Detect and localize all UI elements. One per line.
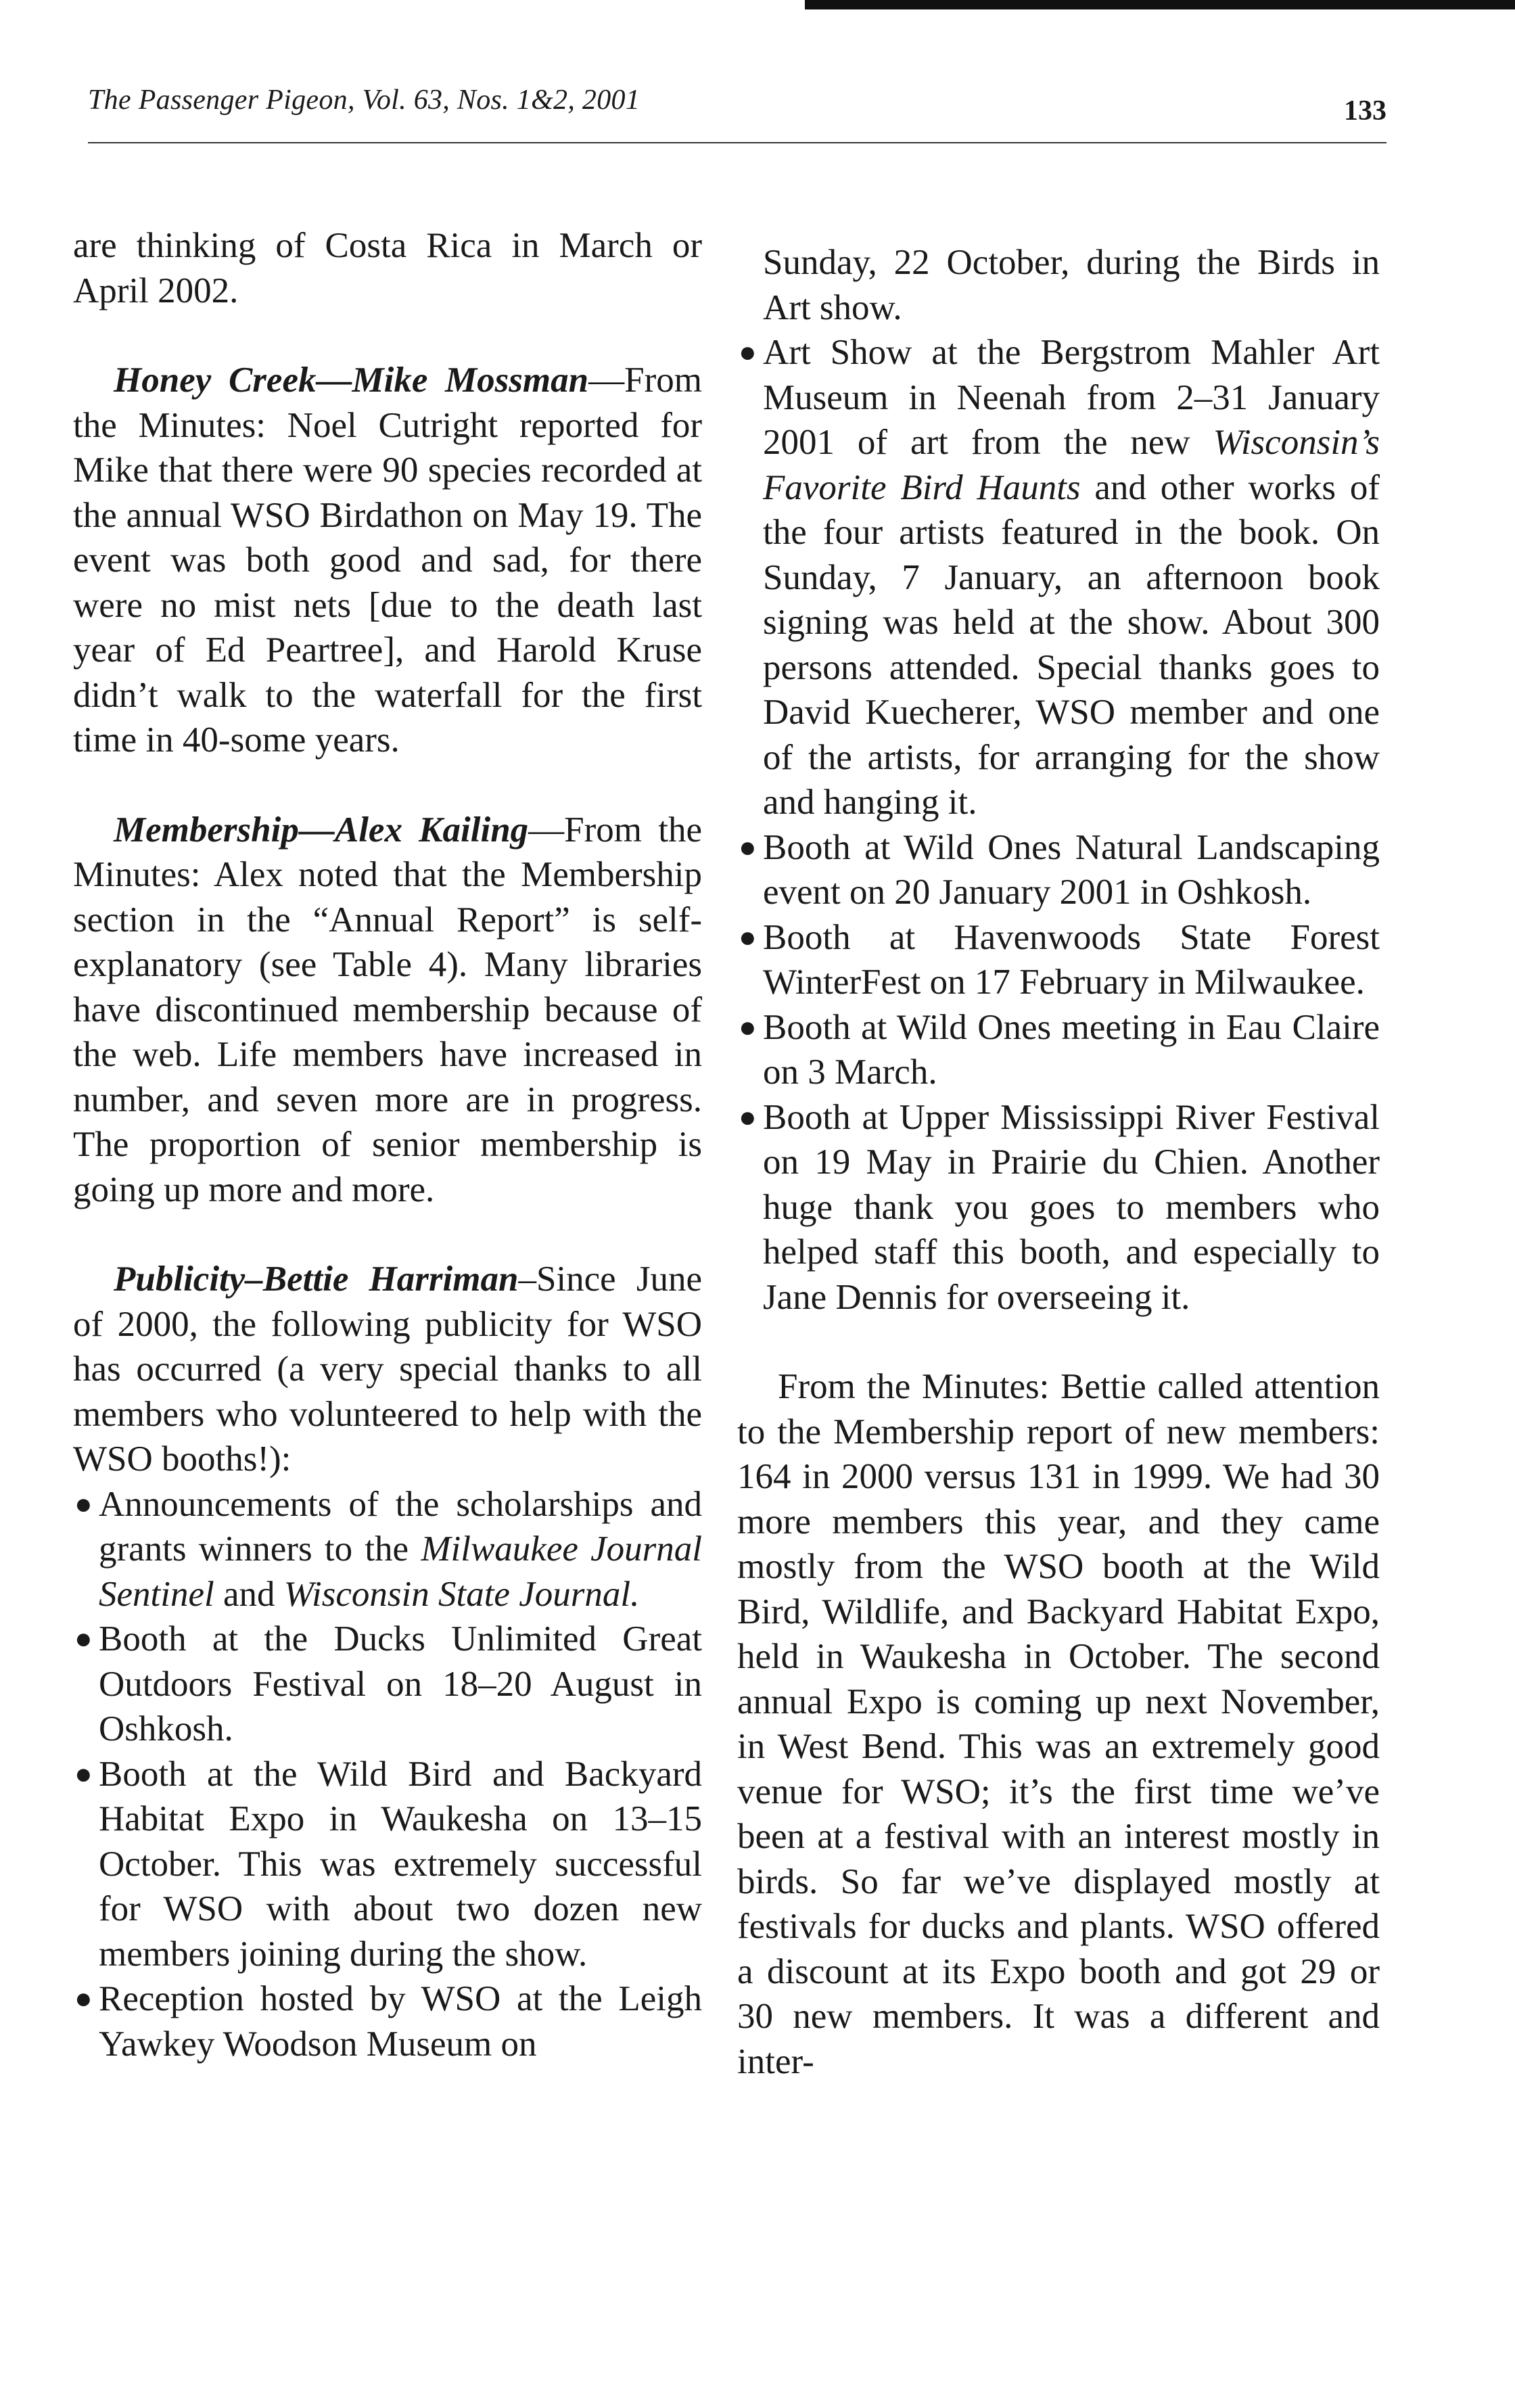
publicity-list-left (73, 1482, 702, 2067)
continued-list-text: Sunday, 22 October, during the Birds in Art show. (763, 243, 1380, 327)
membership-heading: Membership—Alex Kailing (114, 810, 529, 850)
list-item: ● Art Show at the Bergstrom Mahler Art Museum in Neenah from 2–31 January 2001 of art from the new Wisconsin’s Favorite Bird Haunts and other works of the four artists featured in the book. On Sunday, 7 January, an afternoon book signing was held at the show. About 300 persons attended. Special thanks goes to David Kuecherer, WSO member and one of the artists, for arranging for the show and hanging it. (737, 330, 1380, 825)
honey-creek-heading: Honey Creek—Mike Mossman (114, 361, 589, 400)
bullet-icon: ● (74, 1982, 93, 2015)
continued-paragraph: are thinking of Costa Rica in March or April 2002. (73, 226, 702, 310)
journal-title: The Passenger Pigeon, Vol. 63, Nos. 1&2, 2001 (88, 85, 640, 116)
bullet-icon: ● (739, 1010, 757, 1044)
list-item: ● Booth at Wild Ones Natural Landscaping event on 20 January 2001 in Oshkosh. (737, 825, 1380, 915)
bullet-icon: ● (74, 1757, 93, 1790)
right-column (737, 240, 1380, 2084)
list-item: ● Reception hosted by WSO at the Leigh Yawkey Woodson Museum on (73, 1976, 702, 2066)
list-item: ● Booth at the Ducks Unlimited Great Outdoors Festival on 18–20 August in Oshkosh. (73, 1617, 702, 1752)
running-head (88, 80, 1386, 143)
list-item: ● Announcements of the scholarships and grants winners to the Milwaukee Journal Sentinel and Wisconsin State Journal. (73, 1482, 702, 1617)
membership-paragraph (73, 808, 702, 1213)
publicity-text: –Since June of 2000, the following publicity for WSO has occurred (a very special thanks to all members who volunteered to help with the WSO booths!): (73, 1259, 702, 1479)
bullet-icon: ● (739, 920, 757, 954)
list-item: ● Booth at Wild Ones meeting in Eau Claire on 3 March. (737, 1005, 1380, 1095)
publicity-paragraph (73, 1257, 702, 1482)
list-item: ● Booth at Upper Mississippi River Festival on 19 May in Prairie du Chien. Another huge thank you goes to members who helped staff this booth, and especially to Jane Dennis for overseeing it. (737, 1095, 1380, 1320)
top-edge-rule (805, 0, 1515, 9)
honey-creek-paragraph (73, 358, 702, 763)
membership-text: —From the Minutes: Alex noted that the Membership section in the “Annual Report” is self-explanatory (see Table 4). Many libraries have discontinued membership because of the web. Life members have increased in number, and seven more are in progress. The proportion of senior membership is going up more and more. (73, 810, 702, 1209)
publicity-heading: Publicity–Bettie Harriman (114, 1259, 519, 1299)
bullet-icon: ● (74, 1487, 93, 1521)
bullet-icon: ● (739, 830, 757, 864)
bullet-icon: ● (739, 1100, 757, 1134)
list-item: ● Booth at Havenwoods State Forest WinterFest on 17 February in Milwaukee. (737, 915, 1380, 1005)
honey-creek-text: —From the Minutes: Noel Cutright reported for Mike that there were 90 species recorded at the annual WSO Birdathon on May 19. The event was both good and sad, for there were no mist nets [due to the death last year of Ed Peartree], and Harold Kruse didn’t walk to the waterfall for the first time in 40-some years. (73, 361, 702, 760)
bullet-icon: ● (74, 1622, 93, 1655)
minutes-paragraph: From the Minutes: Bettie called attention to the Membership report of new members: 164 in 2000 versus 131 in 1999. We had 30 more members this year, and they came mostly from the WSO booth at the Wild Bird, Wildlife, and Backyard Habitat Expo, held in Waukesha in October. The second annual Expo is coming up next November, in West Bend. This was an extremely good venue for WSO; it’s the first time we’ve been at a festival with an interest mostly in birds. So far we’ve displayed mostly at festivals for ducks and plants. WSO offered a discount at its Expo booth and got 29 or 30 new members. It was a different and inter- (737, 1367, 1380, 2081)
list-item: ● Booth at the Wild Bird and Backyard Habitat Expo in Waukesha on 13–15 October. This was extremely successful for WSO with about two dozen new members joining during the show. (73, 1752, 702, 1977)
publicity-list-right (737, 330, 1380, 1320)
left-column (73, 223, 702, 2066)
page-number: 133 (1344, 95, 1386, 126)
bullet-icon: ● (739, 335, 757, 369)
